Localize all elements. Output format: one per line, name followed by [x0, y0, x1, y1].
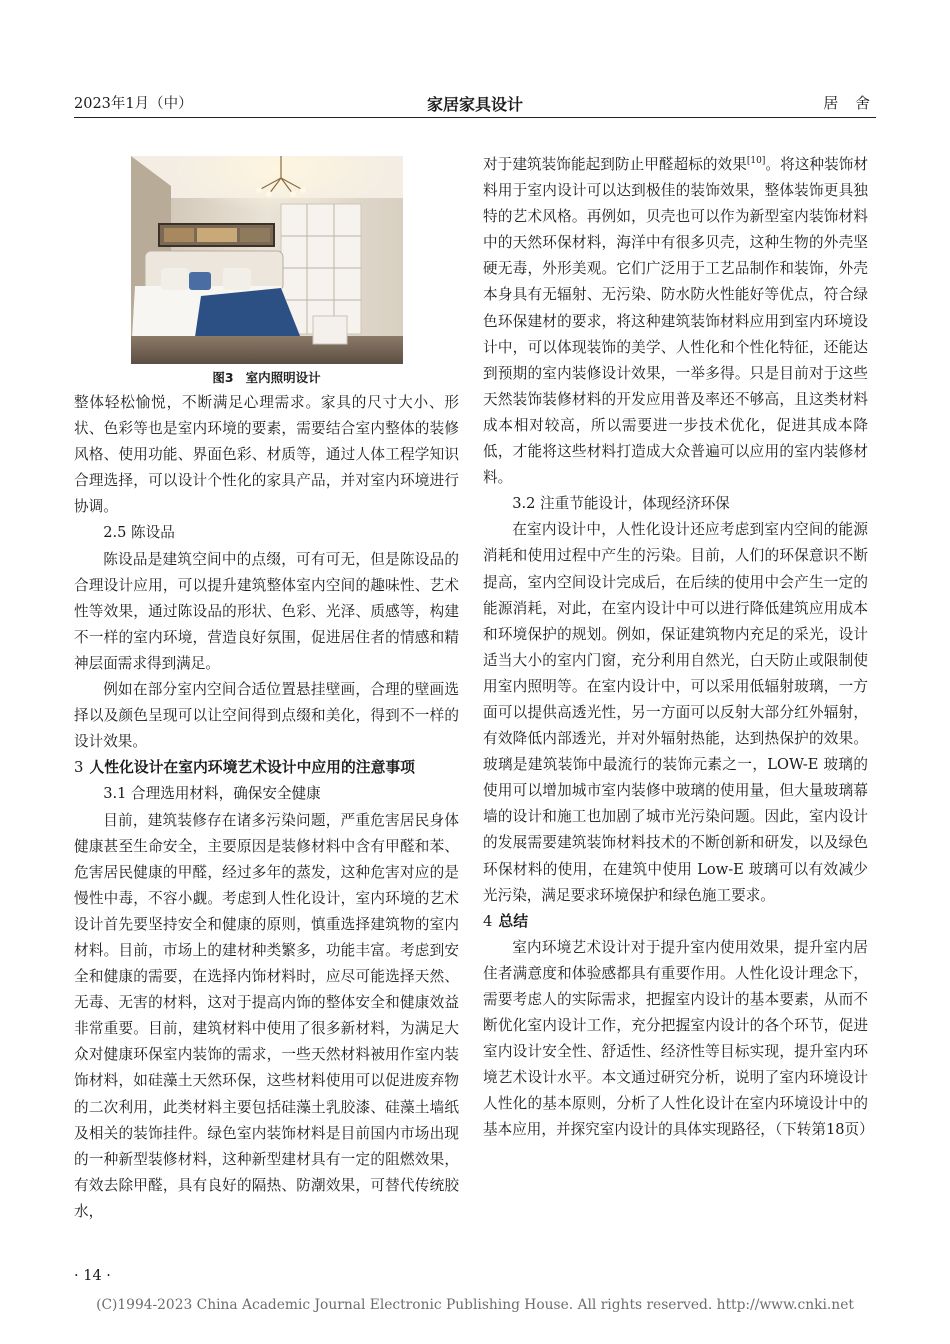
section-title-text: 人性化设计在室内环境艺术设计中应用的注意事项 — [89, 759, 415, 777]
section-heading-2-5: 2.5 陈设品 — [103, 524, 175, 542]
figure-caption — [74, 368, 459, 388]
paragraph: 例如在部分室内空间合适位置悬挂壁画，合理的壁画选择以及颜色呈现可以让空间得到点缀和美化，得到不一样的设计效果。 — [74, 681, 459, 751]
citation-ref: [10] — [746, 156, 766, 167]
left-column — [74, 152, 459, 1225]
paragraph: 陈设品是建筑空间中的点缀，可有可无，但是陈设品的合理设计应用，可以提升建筑整体室内空间的趣味性、艺术性等效果，通过陈设品的形状、色彩、光泽、质感等，构建不一样的室内环境，营造良好氛围，促进居住者的情感和精神层面需求得到满足。 — [74, 550, 459, 672]
figure-label: 图3 — [212, 370, 234, 385]
section-title: 家居家具设计 — [426, 95, 523, 114]
section-heading-4 — [483, 909, 868, 935]
bedroom-photo — [131, 156, 403, 364]
copyright-footer: (C)1994-2023 China Academic Journal Electronic Publishing House. All rights reserved. http://www.cnki.net — [96, 1297, 854, 1313]
section-title-text: 总结 — [498, 912, 529, 930]
section-number: 3 — [74, 759, 84, 777]
paragraph: 室内环境艺术设计对于提升室内使用效果，提升室内居住者满意度和体验感都具有重要作用。人性化设计理念下，需要考虑人的实际需求，把握室内设计的基本要素，从而不断优化室内设计工作，充分把握室内设计的各个环节，促进室内设计安全性、舒适性、经济性等目标实现，提升室内环境艺术设计水平。本文通过研究分析，说明了室内环境设计人性化的基本原则，分析了人性化设计在室内环境设计中的基本应用，并探究室内设计的具体实现路径，（下转第18页） — [483, 938, 874, 1139]
page-number: · 14 · — [74, 1268, 111, 1284]
paragraph: 目前，建筑装修存在诸多污染问题，严重危害居民身体健康甚至生命安全，主要原因是装修材料中含有甲醛和苯、危害居民健康的甲醛，经过多年的蒸发，这种危害对应的是慢性中毒，不容小觑。考虑到人性化设计，室内环境的艺术设计首先要坚持安全和健康的原则，慎重选择建筑物的室内材料。目前，市场上的建材种类繁多，功能丰富。考虑到安全和健康的需要，在选择内饰材料时，应尽可能选择天然、无毒、无害的材料，这对于提高内饰的整体安全和健康效益非常重要。目前，建筑材料中使用了很多新材料，为满足大众对健康环保室内装饰的需求，一些天然材料被用作室内装饰材料，如硅藻土天然环保，这些材料使用可以促进废弃物的二次利用，此类材料主要包括硅藻土乳胶漆、硅藻土墙纸及相关的装饰挂件。绿色室内装饰材料是目前国内市场出现的一种新型装修材料，这种新型建材具有一定的阻燃效果，有效去除甲醛，具有良好的隔热、防潮效果，可替代传统胶水， — [74, 811, 459, 1220]
header-rule — [74, 117, 876, 118]
section-heading-3 — [74, 755, 459, 781]
figure-title: 室内照明设计 — [245, 370, 321, 385]
paragraph: 整体轻松愉悦，不断满足心理需求。家具的尺寸大小、形状、色彩等也是室内环境的要素，需要结合室内整体的装修风格、使用功能、界面色彩、材质等，通过人体工程学知识合理选择，可以设计个性化的家具产品，并对室内环境进行协调。 — [74, 394, 459, 516]
paragraph-text: 对于建筑装饰能起到防止甲醛超标的效果 — [483, 156, 747, 173]
journal-name: 居 舍 — [823, 94, 876, 112]
paragraph-text: 。将这种装饰材料用于室内设计可以达到极佳的装饰效果，整体装饰更具独特的艺术风格。再例如，贝壳也可以作为新型室内装饰材料中的天然环保材料，海洋中有很多贝壳，这种生物的外壳坚硬无毒，外形美观。它们广泛用于工艺品制作和装饰，外壳本身具有无辐射、无污染、防水防火性能好等优点，符合绿色环保建材的要求，将这种建筑装饰材料应用到室内环境设计中，可以体现装饰的美学、人性化和个性化特征，还能达到预期的室内装修设计效果，一举多得。只是目前对于这些天然装饰装修材料的开发应用普及率还不够高，且这类材料成本相对较高，所以需要进一步技术优化，促进其成本降低，才能将这些材料打造成大众普遍可以应用的室内装修材料。 — [483, 156, 868, 487]
section-heading-3-2: 3.2 注重节能设计，体现经济环保 — [512, 495, 730, 513]
right-column — [483, 152, 874, 1144]
issue-date: 2023年1月（中） — [74, 96, 193, 112]
paragraph — [483, 152, 868, 491]
section-heading-3-1: 3.1 合理选用材料，确保安全健康 — [103, 785, 321, 803]
running-header — [74, 92, 876, 116]
section-number: 4 — [483, 912, 493, 930]
paragraph: 在室内设计中，人性化设计还应考虑到室内空间的能源消耗和使用过程中产生的污染。目前，人们的环保意识不断提高，室内空间设计完成后，在后续的使用中会产生一定的能源消耗，对此，在室内设计中可以进行降低建筑应用成本和环境保护的规划。例如，保证建筑物内充足的采光，设计适当大小的室内门窗，充分利用自然光，白天防止或限制使用室内照明等。在室内设计中，可以采用低辐射玻璃，一方面可以提供高透光性，另一方面可以反射大部分红外辐射，有效降低内部透光，并对外辐射热能，达到热保护的效果。玻璃是建筑装饰中最流行的装饰元素之一，LOW-E 玻璃的使用可以增加城市室内装修中玻璃的使用量，但大量玻璃幕墙的设计和施工也加剧了城市光污染问题。因此，室内设计的发展需要建筑装饰材料技术的不断创新和研发，以及绿色环保材料的使用，在建筑中使用 Low-E 玻璃可以有效减少光污染，满足要求环境保护和绿色施工要求。 — [483, 521, 868, 904]
